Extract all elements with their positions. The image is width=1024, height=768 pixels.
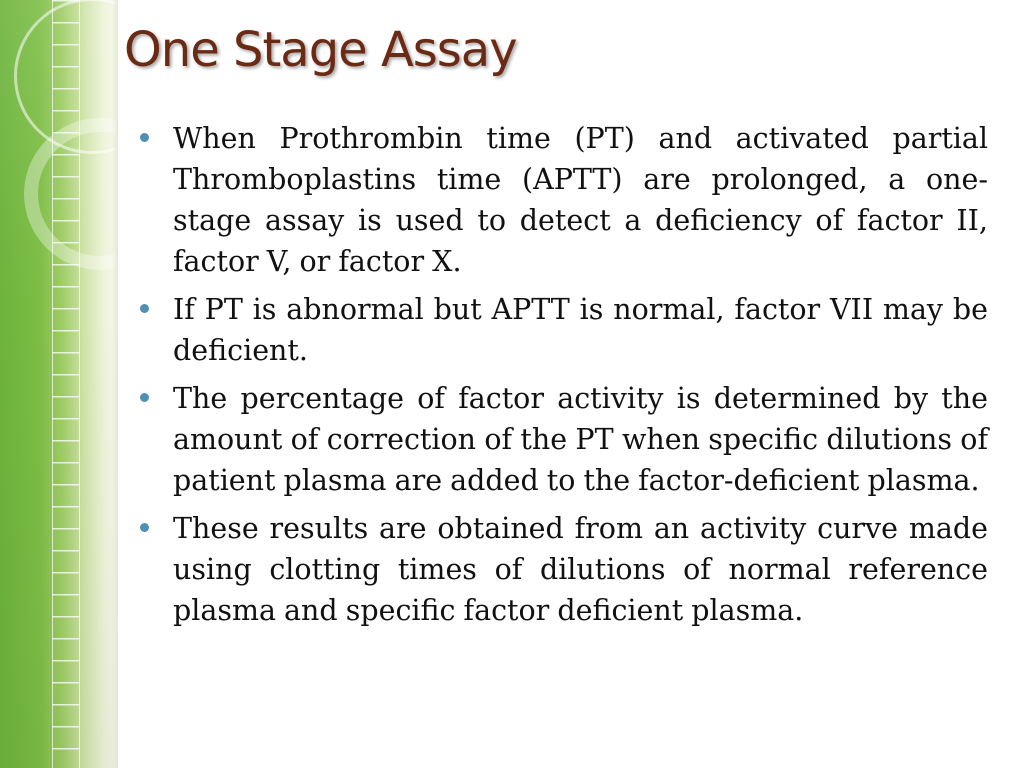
bullet-item xyxy=(140,118,988,282)
bullet-text: The percentage of factor activity is determined by the amount of correction of the PT when specific dilutions of patient plasma are added to the factor-deficient plasma. xyxy=(173,382,988,497)
bullet-list xyxy=(140,118,988,631)
bullet-dot-icon xyxy=(140,133,149,142)
bullet-item xyxy=(140,289,988,371)
bullet-dot-icon xyxy=(140,523,149,532)
decorative-side-band xyxy=(0,0,118,768)
side-edge xyxy=(112,0,118,768)
bullet-dot-icon xyxy=(140,393,149,402)
bullet-text: When Prothrombin time (PT) and activated partial Thromboplastins time (APTT) are prolonged, a one-stage assay is used to detect a deficiency of factor II, factor V, or factor X. xyxy=(173,122,988,278)
bullet-dot-icon xyxy=(140,304,149,313)
bullet-text: If PT is abnormal but APTT is normal, factor VII may be deficient. xyxy=(173,293,988,367)
bullet-item xyxy=(140,508,988,631)
bullet-text: These results are obtained from an activity curve made using clotting times of dilutions of normal reference plasma and specific factor deficient plasma. xyxy=(173,512,988,627)
slide-title: One Stage Assay xyxy=(124,22,517,78)
slide-content xyxy=(140,118,988,638)
bullet-item xyxy=(140,378,988,501)
